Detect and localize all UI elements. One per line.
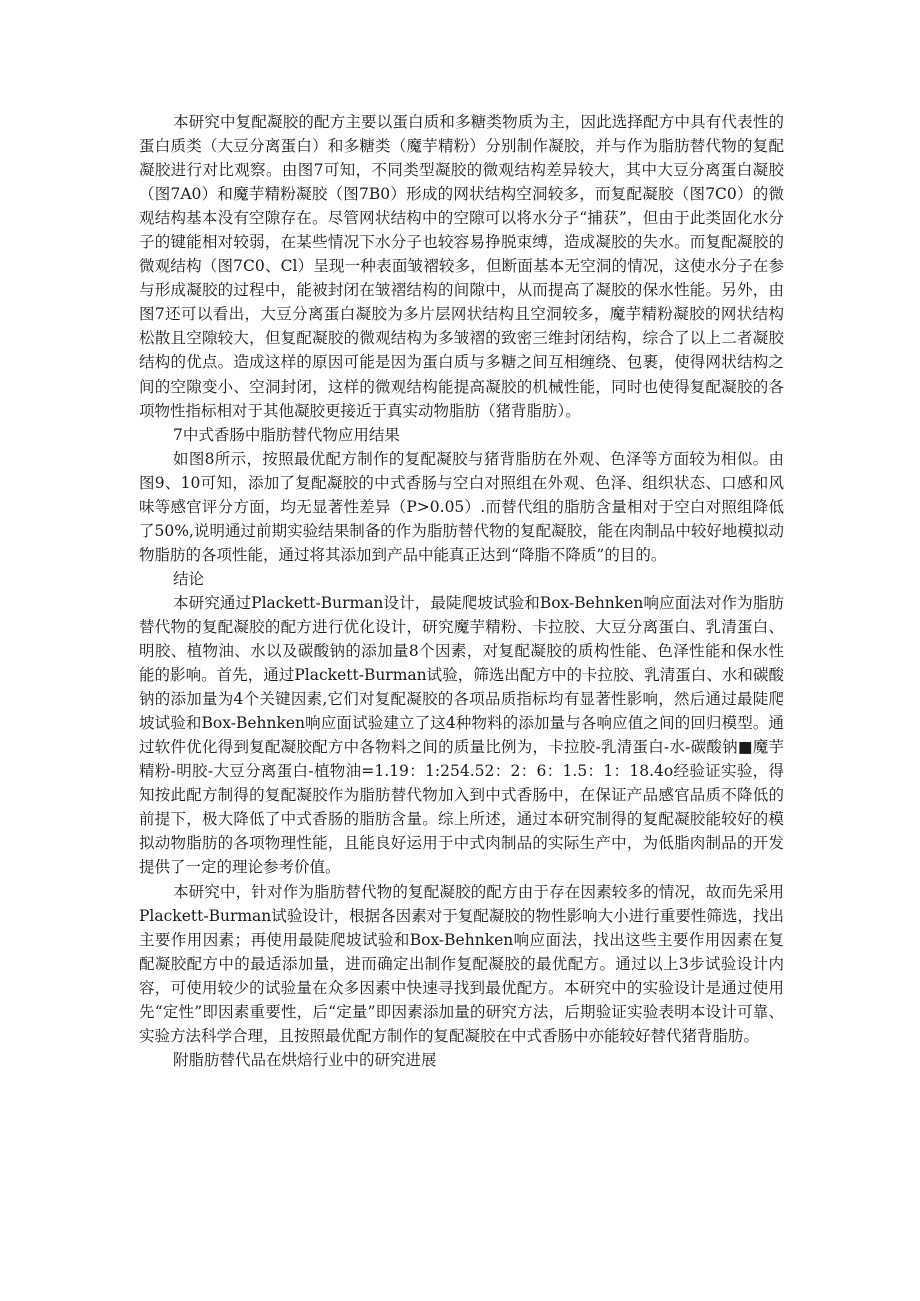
paragraph-conclusion: 本研究通过Plackett-Burman设计，最陡爬坡试验和Box-Behnken响应面法对作为脂肪替代物的复配凝胶的配方进行优化设计，研究魔芋精粉、卡拉胶、大豆分离蛋白、乳清蛋白、明胶、植物油、水以及碳酸钠的添加量8个因素，对复配凝胶的质构性能、色泽性能和保水性能的影响。首先，通过Plackett-Burman试验，筛选出配方中的卡拉胶、乳清蛋白、水和碳酸钠的添加量为4个关键因素,它们对复配凝胶的各项品质指标均有显著性影响，然后通过最陡爬坡试验和Box-Behnken响应面试验建立了这4种物料的添加量与各响应值之间的回归模型。通过软件优化得到复配凝胶配方中各物料之间的质量比例为，卡拉胶-乳清蛋白-水-碳酸钠■魔芋精粉-明胶-大豆分离蛋白-植物油=1.19：1:254.52：2：6：1.5：1：18.4o经验证实验，得知按此配方制得的复配凝胶作为脂肪替代物加入到中式香肠中，在保证产品感官品质不降低的前提下，极大降低了中式香肠的脂肪含量。综上所述，通过本研究制得的复配凝胶能较好的模拟动物脂肪的各项物理性能，且能良好运用于中式肉制品的实际生产中，为低脂肉制品的开发提供了一定的理论参考价值。 <box>139 593 784 877</box>
section-heading-appendix: 附脂肪替代品在烘焙行业中的研究进展 <box>173 1050 437 1069</box>
paragraph-sausage-results: 如图8所示，按照最优配方制作的复配凝胶与猪背脂肪在外观、色泽等方面较为相似。由图9、10可知，添加了复配凝胶的中式香肠与空白对照组在外观、色泽、组织状态、口感和风味等感官评分方面，均无显著性差异（P>0.05）.而替代组的脂肪含量相对于空白对照组降低了50%,说明通过前期实验结果制备的作为脂肪替代物的复配凝胶，能在肉制品中较好地模拟动物脂肪的各项性能，通过将其添加到产品中能真正达到“降脂不降质”的目的。 <box>139 449 784 564</box>
section-heading-conclusion: 结论 <box>173 569 205 588</box>
section-heading-sausage-results: 7中式香肠中脂肪替代物应用结果 <box>173 425 400 444</box>
paragraph-design-summary: 本研究中，针对作为脂肪替代物的复配凝胶的配方由于存在因素较多的情况，故而先采用Plackett-Burman试验设计，根据各因素对于复配凝胶的物性影响大小进行重要性筛选，找出主要作用因素；再使用最陡爬坡试验和Box-Behnken响应面法，找出这些主要作用因素在复配凝胶配方中的最适添加量，进而确定出制作复配凝胶的最优配方。通过以上3步试验设计内容，可使用较少的试验量在众多因素中快速寻找到最优配方。本研究中的实验设计是通过使用先“定性”即因素重要性，后“定量”即因素添加量的研究方法，后期验证实验表明本设计可靠、实验方法科学合理，且按照最优配方制作的复配凝胶在中式香肠中亦能较好替代猪背脂肪。 <box>139 882 784 1045</box>
paragraph-microstructure: 本研究中复配凝胶的配方主要以蛋白质和多糖类物质为主，因此选择配方中具有代表性的蛋白质类（大豆分离蛋白）和多糖类（魔芋精粉）分别制作凝胶，并与作为脂肪替代物的复配凝胶进行对比观察。由图7可知，不同类型凝胶的微观结构差异较大，其中大豆分离蛋白凝胶（图7A0）和魔芋精粉凝胶（图7B0）形成的网状结构空洞较多，而复配凝胶（图7C0）的微观结构基本没有空隙存在。尽管网状结构中的空隙可以将水分子“捕获”，但由于此类固化水分子的键能相对较弱，在某些情况下水分子也较容易挣脱束缚，造成凝胶的失水。而复配凝胶的微观结构（图7C0、Cl）呈现一种表面皱褶较多，但断面基本无空洞的情况，这使水分子在参与形成凝胶的过程中，能被封闭在皱褶结构的间隙中，从而提高了凝胶的保水性能。另外，由图7还可以看出，大豆分离蛋白凝胶为多片层网状结构且空洞较多，魔芋精粉凝胶的网状结构松散且空隙较大，但复配凝胶的微观结构为多皱褶的致密三维封闭结构，综合了以上二者凝胶结构的优点。造成这样的原因可能是因为蛋白质与多糖之间互相缠绕、包裹，使得网状结构之间的空隙变小、空洞封闭，这样的微观结构能提高凝胶的机械性能，同时也使得复配凝胶的各项物性指标相对于其他凝胶更接近于真实动物脂肪（猪背脂肪）。 <box>139 113 784 420</box>
document-body <box>139 110 784 1072</box>
